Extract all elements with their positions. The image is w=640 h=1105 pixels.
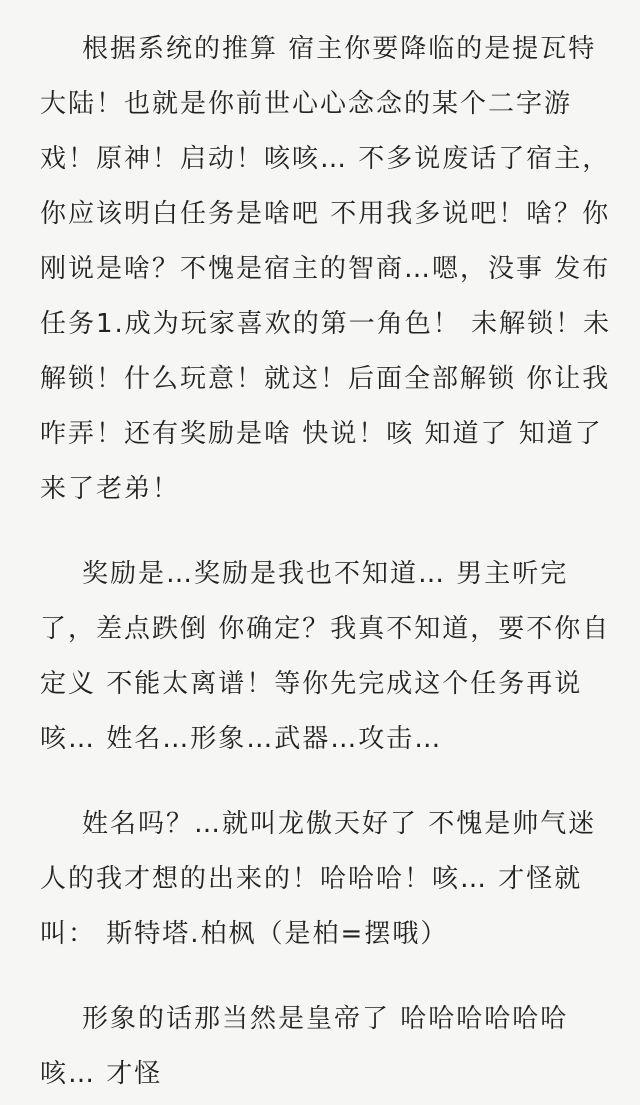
story-paragraph-4: 形象的话那当然是皇帝了 哈哈哈哈哈哈咳… 才怪 (40, 1004, 569, 1089)
story-paragraph-3: 姓名吗？…就叫龙傲天好了 不愧是帅气迷人的我才想的出来的！哈哈哈！咳… 才怪就叫： 斯特塔.柏枫（是柏=摆哦） (40, 809, 597, 949)
story-paragraph-2: 奖励是…奖励是我也不知道… 男主听完了，差点跌倒 你确定？我真不知道，要不你自定义 不能太离谱！等你先完成这个任务再说 咳… 姓名…形象…武器…攻击… (40, 559, 611, 754)
story-paragraph-1: 根据系统的推算 宿主你要降临的是提瓦特大陆！也就是你前世心心念念的某个二字游戏！原神！启动！咳咳… 不多说废话了宿主，你应该明白任务是啥吧 不用我多说吧！啥？你刚说是啥？不愧是宿主的智商…嗯，没事 发布任务1.成为玩家喜欢的第一角色！ 未解锁！未解锁！什么玩意！就这！后面全部解锁 你让我咋弄！还有奖励是啥 快说！咳 知道了 知道了 来了老弟！ (40, 34, 612, 504)
